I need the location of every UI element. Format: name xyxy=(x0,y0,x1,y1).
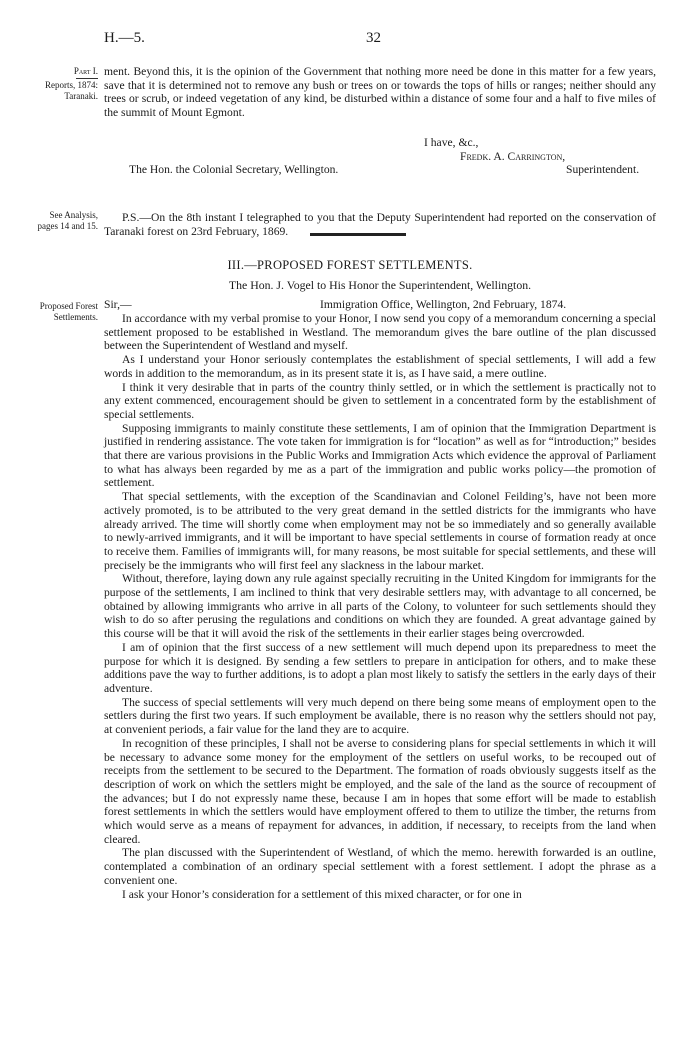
paragraph: I am of opinion that the first success of a new settlement will much depend upon its preparedness to meet the purpose for which it is designed. By sending a few settlers to prepare in anticipation for others, and to make these additions pave the way to further additions, is to adopt a plan most likely to satisfy the settlers in the early days of their adventure. xyxy=(104,640,656,695)
part-label: Part I. xyxy=(73,66,98,76)
signer-name: Fredk. A. Carrington, xyxy=(460,150,566,163)
paragraph: The plan discussed with the Superintendent of Westland, of which the memo. herewith forwarded is an outline, contemplated a combination of an ordinary special settlement with a forest settlement. I adopt the phrase as a convenient one. xyxy=(104,846,656,887)
top-paragraph-block xyxy=(104,65,656,120)
reports-label-line2: Taranaki. xyxy=(64,91,98,101)
postscript: P.S.—On the 8th instant I telegraphed to you that the Deputy Superintendent had reported on the conservation of Taranaki forest on 23rd February, 1869. xyxy=(104,211,656,238)
signer-title: Superintendent. xyxy=(566,163,640,176)
reports-label-line1: Reports, 1874: xyxy=(45,80,98,90)
page-number: 32 xyxy=(366,30,381,46)
letter-heading: The Hon. J. Vogel to His Honor the Superintendent, Wellington. xyxy=(228,278,532,292)
margin-note-settlements xyxy=(16,301,98,323)
paragraph: Without, therefore, laying down any rule against specially recruiting in the United Kingdom for immigrants for the purpose of the settlements, I am inclined to think that very desirable settlers may, with advantage to all concerned, be obtained by allowing immigrants who arrive in all parts of the Colony, to volunteer for such settlements should they wish to do so after perusing the regulations and conditions on which they are founded. A great advantage gained by this course will be that it will avoid the risk of the settlements in their earlier stages being overcrowded. xyxy=(104,572,656,641)
paragraph: In recognition of these principles, I shall not be averse to considering plans for special settlements in which it will be necessary to advance some money for the employment of the settlers on useful works, to be recouped out of receipts from the settlement to be secured to the Department. The formation of roads obviously suggests itself as the description of work on which the settlers might be employed, and the sale of the land as the source of recoupment of the advances; but I do not expressly name these, because I am in hopes that some effort will be made to establish forest settlements in which the settlers would have employment offered to them to utilize the timber, the returns from which would serve as a means of repayment for advances, in addition, if necessary, to receipts from the land when cleared. xyxy=(104,736,656,846)
closing-i-have: I have, &c., xyxy=(424,136,479,149)
paragraph: I ask your Honor’s consideration for a settlement of this mixed character, or for one in xyxy=(122,887,522,901)
margin-note-part xyxy=(16,66,98,102)
paragraph: I think it very desirable that in parts of the country thinly settled, or in which the settlement is practically not to any extent commenced, encouragement should be given to settlement in a concentrated form by the establishment of special settlements. xyxy=(104,380,656,421)
settlements-line1: Proposed Forest xyxy=(39,301,98,311)
addressee: The Hon. the Colonial Secretary, Wellington. xyxy=(129,163,339,176)
salutation: Sir,— xyxy=(104,298,132,311)
paragraph: In accordance with my verbal promise to your Honor, I now send you copy of a memorandum concerning a special settlement proposed to be established in Westland. The memorandum gives the bare outline of the plan discussed between the Superintendent of Westland and myself. xyxy=(104,312,656,353)
margin-rule xyxy=(76,78,98,79)
paragraph: That special settlements, with the exception of the Scandinavian and Colonel Feilding’s, have not been more actively promoted, is to be attributed to the very great demand in the settled districts for the immigrants who have already arrived. The time will shortly come when employment may not be so immediately and so generally available to newly-arrived immigrants, and it will be important to have special settlements in course of formation ready at once to receive them. Families of immigrants will, for many reasons, be most suitable for special settlements, and these will precisely be the immigrants who will first feel any slackness in the labour market. xyxy=(104,490,656,572)
top-paragraph: ment. Beyond this, it is the opinion of the Government that nothing more need be done in this matter for a few years, save that it is determined not to remove any bush or trees on or towards the tops of hills or ranges; neither should any trees or scrub, or indeed vegetation of any kind, be disturbed within a distance of some four and a half to five miles of the summit of Mount Egmont. xyxy=(104,65,656,120)
paragraph: As I understand your Honor seriously contemplates the establishment of special settlements, I will add a few words in addition to the memorandum, as in its present state it is, as I have said, a mere outline. xyxy=(104,353,656,380)
paragraph: Supposing immigrants to mainly constitute these settlements, I am of opinion that the Immigration Department is justified in rendering assistance. The vote taken for immigration is for “location” as well as for “introduction;” besides that there are various provisions in the Public Works and Immigration Acts which evidence the approval of Parliament to what has always been regarded by me as a part of the immigration and public works policy—the promotion of settlement. xyxy=(104,421,656,490)
document-reference: H.—5. xyxy=(104,30,145,46)
letter-body xyxy=(104,312,656,901)
paragraph: The success of special settlements will very much depend on there being some means of employment open to the settlers during the first two years. If such employment be available, there is no reason why the settlers should not pay, at convenient periods, a fair value for the land they are to acquire. xyxy=(104,695,656,737)
dateline: Immigration Office, Wellington, 2nd February, 1874. xyxy=(320,298,567,311)
margin-note-analysis xyxy=(16,210,98,232)
section-divider xyxy=(310,233,406,236)
section-title: III.—PROPOSED FOREST SETTLEMENTS. xyxy=(227,258,473,272)
analysis-line1: See Analysis, xyxy=(49,210,98,220)
settlements-line2: Settlements. xyxy=(53,312,98,322)
analysis-line2: pages 14 and 15. xyxy=(37,221,98,231)
